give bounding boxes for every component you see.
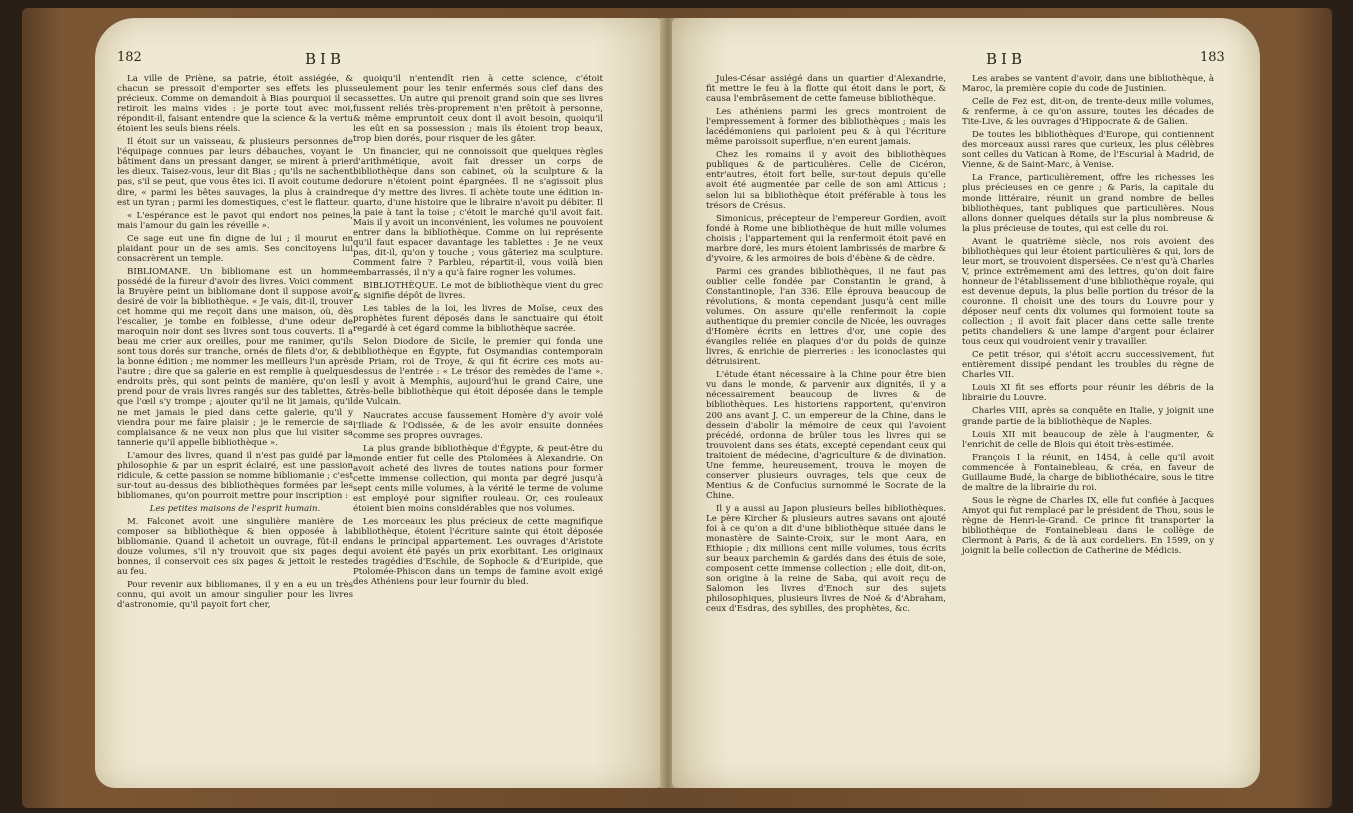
paragraph: Charles VIII, après sa conquête en Italie, y joignit une grande partie de la bibliothèque de Naples. (962, 406, 1214, 427)
paragraph: Les tables de la loi, les livres de Moïse, ceux des prophètes furent déposés dans le sanctuaire qui étoit regardé à cet égard comme la bibliothèque sacrée. (353, 304, 603, 335)
page-number-left: 182 (117, 50, 142, 65)
right-page-column-1 (706, 74, 946, 617)
paragraph: La plus grande bibliothèque d'Égypte, & peut-être du monde entier fut celle des Ptolomées à Alexandrie. On avoit acheté des livres de toutes nations pour former cette immense collection, qui monta par degré jusqu'à sept cents mille volumes, à la vérité le terme de volume est employé pour signifier rouleau. Or, ces rouleaux étoient bien moins considérables que nos volumes. (353, 443, 603, 514)
paragraph: La ville de Priène, sa patrie, étoit assiégée, & chacun se pressoit d'emporter ses effets les plus précieux. Comme on demandoit à Bias pourquoi il se retiroit les mains vides : je porte tout avec moi, répondit-il, faisant entendre que la science & la vertu étoient les seuls biens réels. (117, 74, 353, 135)
paragraph: Ce petit trésor, qui s'étoit accru successivement, fut entièrement dissipé pendant les troubles du règne de Charles VII. (962, 350, 1214, 381)
left-page-column-2 (353, 74, 603, 590)
paragraph: M. Falconet avoit une singulière manière de composer sa bibliothèque & bien opposée à la bibliomanie. Quand il achetoit un ouvrage, fût-il en douze volumes, s'il n'y trouvoit que six pages de bonnes, il conservoit ces six pages & jettoit le reste au feu. (117, 516, 353, 578)
paragraph: L'amour des livres, quand il n'est pas guidé par la philosophie & par un esprit éclairé, est une passion ridicule, & cette passion se nomme bibliomanie ; c'est sur-tout au-dessus des bibliothèques formées par les bibliomanes, qu'on pourroit mettre pour inscription : (117, 450, 353, 501)
paragraph: Louis XII mit beaucoup de zèle à l'augmenter, & l'enrichit de celle de Blois qui étoit très-estimée. (962, 429, 1214, 450)
paragraph: Un financier, qui ne connoissoit que quelques règles d'arithmétique, avoit fait dresser un corps de bibliothèque dans son cabinet, où la sculpture & la dorure n'étoient point épargnées. Il ne s'agissoit plus que d'y mettre des livres. Il achète toute une édition in-quarto, d'une histoire que le libraire n'avoit pu débiter. Il la paie à tant la toise ; c'étoit le marché qu'il avoit fait. Mais il y avoit un inconvénient, les volumes ne pouvoient entrer dans la bibliothèque. Comme on lui représente qu'il faut espacer davantage les tablettes : Je ne veux pas, dit-il, qu'on y touche ; vous gâteriez ma sculpture. Comment faire ? Parbleu, répartit-il, vous voilà bien embarrassés, il n'y a qu'à faire rogner les volumes. (353, 147, 603, 278)
paragraph: François I la réunit, en 1454, à celle qu'il avoit commencée à Fontainebleau, & créa, en faveur de Guillaume Budé, la charge de bibliothécaire, sous le titre de maître de la librairie du roi. (962, 452, 1214, 493)
right-page (672, 18, 1260, 788)
left-page (95, 18, 663, 788)
running-head-left: BIB (305, 50, 345, 68)
running-head-right: BIB (986, 50, 1026, 68)
paragraph: Sous le règne de Charles IX, elle fut confiée à Jacques Amyot qui fut remplacé par le président de Thou, sous le règne de Henri-le-Grand. Ce prince fit transporter la bibliothèque de Fontainebleau dans le collège de Clermont à Paris, & de là aux cordeliers. En 1599, on y joignit la belle collection de Catherine de Médicis. (962, 495, 1214, 557)
paragraph: De toutes les bibliothèques d'Europe, qui contiennent des morceaux aussi rares que curieux, les plus célèbres sont celles du Vatican à Rome, de l'Escurial à Madrid, de Vienne, & de Saint-Marc, à Venise. (962, 130, 1214, 171)
paragraph: Les morceaux les plus précieux de cette magnifique bibliothèque, étoient l'écriture sainte qui étoit déposée dans le principal appartement. Les ouvrages d'Aristote qui avoient été payés un prix exorbitant. Les originaux des tragédies d'Eschile, de Sophocle & d'Euripide, que Ptolomée-Phiscon dans un temps de famine avoit exigé des Athéniens pour leur fournir du bled. (353, 516, 603, 588)
paragraph: BIBLIOTHÈQUE. Le mot de bibliothèque vient du grec & signifie dépôt de livres. (353, 280, 603, 301)
paragraph: Les petites maisons de l'esprit humain. (149, 503, 321, 514)
left-page-column-1 (117, 74, 353, 613)
paragraph: Selon Diodore de Sicile, le premier qui fonda une bibliothèque en Égypte, fut Osymandias contemporain de Priam, roi de Troye, & qui fit écrire ces mots au-dessus de l'entrée : « Le trésor des remèdes de l'ame ». Il y avoit à Memphis, aujourd'hui le grand Caire, une très-belle bibliothèque qui étoit déposée dans le temple de Vulcain. (353, 337, 603, 408)
paragraph: Il étoit sur un vaisseau, & plusieurs personnes de l'équipage connues par leurs débauches, voyant le bâtiment dans un pressant danger, se mirent à prier les dieux. Taisez-vous, leur dit Bias ; qu'ils ne sachent pas, s'il se peut, que vous êtes ici. Il avoit coutume de dire, « parmi les bêtes sauvages, la plus à craindre est un tyran ; parmi les domestiques, c'est le flatteur. (117, 137, 353, 208)
paragraph: Pour revenir aux bibliomanes, il y en a eu un très connu, qui avoit un amour singulier pour les livres d'astronomie, qu'il payoit fort cher, (117, 580, 353, 611)
paragraph: Chez les romains il y avoit des bibliothèques publiques & de particulières. Celle de Cicéron, entr'autres, étoit fort belle, sur-tout depuis qu'elle avoit été augmentée par celle de son ami Atticus ; selon lui sa bibliothèque étoit préférable à tous les trésors de Crésus. (706, 150, 946, 211)
paragraph: Louis XI fit ses efforts pour réunir les débris de la librairie du Louvre. (962, 383, 1214, 404)
paragraph: Parmi ces grandes bibliothèques, il ne faut pas oublier celle fondée par Constantin le grand, à Constantinople, l'an 336. Elle éprouva beaucoup de révolutions, & monta cependant jusqu'à cent mille volumes. On assure qu'elle renfermoit la copie authentique du premier concile de Nicée, les ouvrages d'Homère écrits en lettres d'or, une copie des évangiles reliée en plaques d'or du poids de quinze livres, & enrichie de pierreries : les iconoclastes qui détruisirent. (706, 266, 946, 368)
paragraph: BIBLIOMANE. Un bibliomane est un homme possédé de la fureur d'avoir des livres. Voici comment la Bruyère peint un bibliomane dont il suppose avoir desiré de voir la bibliothèque. « Je vais, dit-il, trouver cet homme qui me reçoit dans une maison, où, dès l'escalier, je tombe en foiblesse, d'une odeur de maroquin noir dont ses livres sont tous couverts. Il a beau me crier aux oreilles, pour me ranimer, qu'ils sont tous dorés sur tranche, ornés de filets d'or, & de la bonne édition ; me nommer les meilleurs l'un après l'autre ; dire que sa galerie en est remplie à quelques endroits près, qui sont peints de manière, qu'on les prend pour de vrais livres rangés sur des tablettes, & que l'œil s'y trompe ; ajouter qu'il ne lit jamais, qu'il ne met jamais le pied dans cette galerie, qu'il y viendra pour me faire plaisir ; je le remercie de sa complaisance & ne veux non plus que lui visiter sa tannerie qu'il appelle bibliothèque ». (117, 266, 353, 448)
paragraph: Les arabes se vantent d'avoir, dans une bibliothèque, à Maroc, la première copie du code de Justinien. (962, 74, 1214, 95)
paragraph: La France, particulièrement, offre les richesses les plus précieuses en ce genre ; & Paris, la capitale du monde littéraire, réunit un grand nombre de belles bibliothèques, tant publiques que particulières. Nous allons donner quelques détails sur la plus nombreuse & la plus précieuse de toutes, qui est celle du roi. (962, 173, 1214, 234)
paragraph: Ce sage eut une fin digne de lui ; il mourut en plaidant pour un de ses amis. Ses concitoyens lui consacrèrent un temple. (117, 233, 353, 264)
page-number-right: 183 (1200, 50, 1225, 65)
paragraph: Jules-César assiégé dans un quartier d'Alexandrie, fit mettre le feu à la flotte qui étoit dans le port, & causa l'embrâsement de cette fameuse bibliothèque. (706, 74, 946, 105)
right-page-column-2 (962, 74, 1214, 559)
paragraph: Les athéniens parmi les grecs montroient de l'empressement à former des bibliothèques ; mais les lacédémoniens qui parloient peu & à qui l'écriture même paroissoit superflue, n'en eurent jamais. (706, 107, 946, 148)
paragraph: Avant le quatrième siècle, nos rois avoient des bibliothèques qui leur étoient particulières & qui, lors de leur mort, se trouvoient dispersées. Ce n'est qu'à Charles V, prince extrêmement ami des lettres, qu'on doit faire honneur de l'établissement d'une bibliothèque royale, qui est devenue depuis, la plus belle portion du trésor de la couronne. Il choisit une des tours du Louvre pour y déposer neuf cents dix volumes qui formoient toute sa collection ; il avoit fait placer dans cette salle trente petits chandeliers & une lampe d'argent pour éclairer tous ceux qui voudroient venir y travailler. (962, 236, 1214, 348)
paragraph: « L'espérance est le pavot qui endort nos peines, mais l'amour du gain les réveille ». (117, 210, 353, 231)
paragraph: Simonicus, précepteur de l'empereur Gordien, avoit fondé à Rome une bibliothèque de huit mille volumes choisis ; l'appartement qui la renfermoit étoit pavé en marbre doré, les murs étoient lambrissés de marbre & d'yvoire, & les armoires de bois d'ébène & de cèdre. (706, 213, 946, 264)
paragraph: Celle de Fez est, dit-on, de trente-deux mille volumes, & renferme, à ce qu'on assure, toutes les décades de Tite-Live, & les ouvrages d'Hippocrate & de Galien. (962, 97, 1214, 128)
paragraph: quoiqu'il n'entendît rien à cette science, c'étoit seulement pour les tenir enfermés sous clef dans des cassettes. Un autre qui prenoit grand soin que ses livres fussent reliés très-proprement n'en prêtoit à personne, & même empruntoit ceux dont il avoit besoin, quoiqu'il les eût en sa possession ; mais ils étoient trop beaux, trop bien dorés, pour risquer de les gâter. (353, 74, 603, 145)
paragraph: L'étude étant nécessaire à la Chine pour être bien vu dans le monde, & parvenir aux dignités, il y a nécessairement beaucoup de livres & de bibliothèques. Les historiens rapportent, qu'environ 200 ans avant J. C. un empereur de la Chine, dans le dessein d'abolir la mémoire de ceux qui l'avoient précédé, ordonna de brûler tous les livres qui se trouvoient dans ses états, excepté cependant ceux qui traitoient de médecine, d'agriculture & de divination. Une femme, heureusement, trouva le moyen de conserver plusieurs ouvrages, tels que ceux de Mentius & de Confucius surnommé le Socrate de la Chine. (706, 370, 946, 501)
paragraph: Naucrates accuse faussement Homère d'y avoir volé l'Iliade & l'Odissée, & de les avoir ensuite données comme ses propres ouvrages. (353, 410, 603, 441)
paragraph: Il y a aussi au Japon plusieurs belles bibliothèques. Le père Kircher & plusieurs autres savans ont ajouté foi à ce qu'on a dit d'une bibliothèque située dans le monastère de Sainte-Croix, sur le mont Aara, en Ethiopie ; dix millions cent mille volumes, tous écrits sur beaux parchemin & gardés dans des étuis de soie, composent cette immense collection ; elle doit, dit-on, son origine à la reine de Saba, qui avoit reçu de Salomon les livres d'Enoch sur des sujets philosophiques, plusieurs livres de Noé & d'Abraham, ceux d'Esdras, des sybilles, des prophètes, &c. (706, 503, 946, 615)
